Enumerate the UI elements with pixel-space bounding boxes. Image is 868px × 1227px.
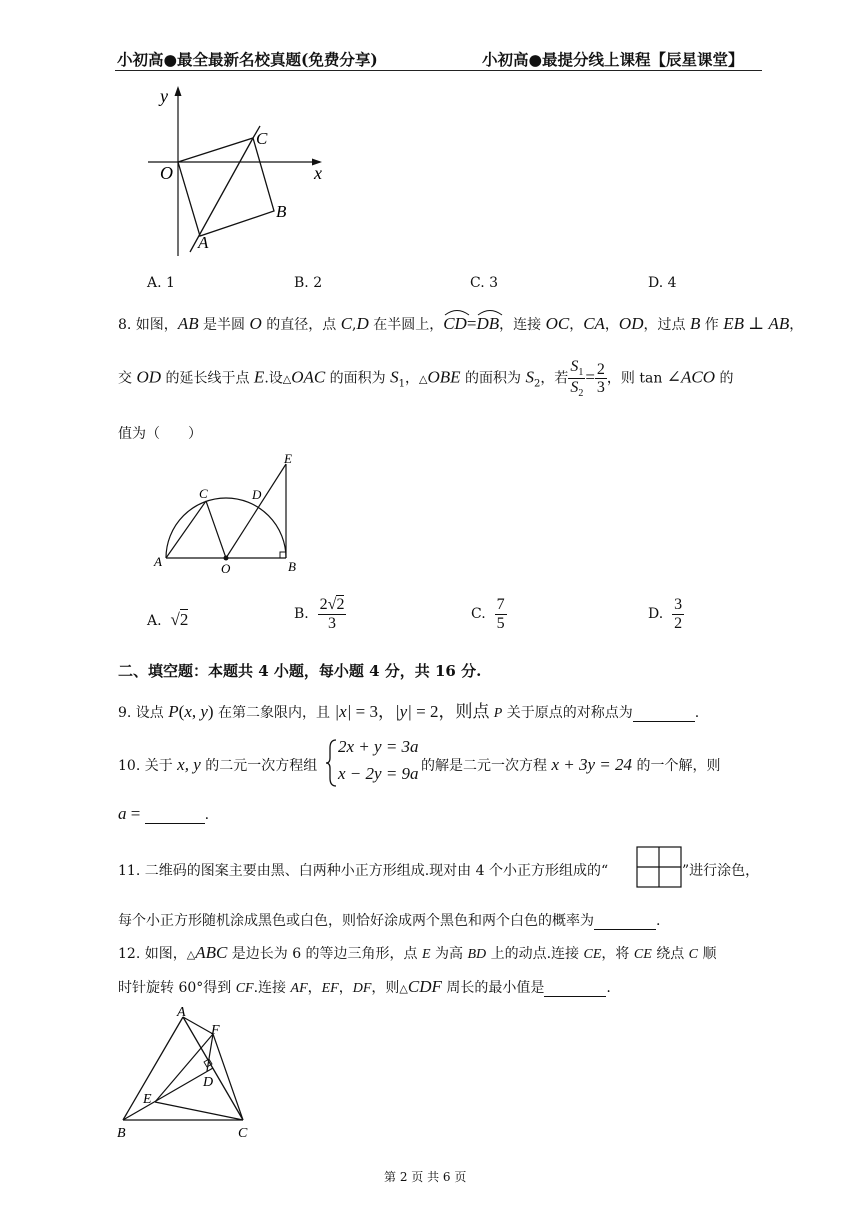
figure-q12-triangle bbox=[110, 1000, 260, 1145]
q8-option-a: A. √2 bbox=[147, 610, 189, 629]
q10-equation-1: 2x + y = 3a bbox=[338, 737, 419, 756]
label-e: E bbox=[284, 451, 292, 466]
q8-line1: 8. 如图，AB 是半圆 O 的直径，点 C,D 在半圆上， CD= DB，连接 OC，CA，OD，过点 B 作 EB ⊥ AB， bbox=[118, 314, 803, 334]
header-rule bbox=[115, 70, 762, 71]
q7-option-b: B. 2 bbox=[294, 275, 323, 291]
section-title: 二、填空题：本题共 4 小题，每小题 4 分，共 16 分. bbox=[118, 662, 482, 680]
q9-line: 9. 设点 P(x, y) 在第二象限内，且 |x| = 3，|y| = 2，则点 P 关于原点的对称点为 . bbox=[118, 702, 700, 721]
q8-option-d: D. $\frac{3}{2}$ bbox=[648, 596, 683, 632]
label-c: C bbox=[238, 1126, 248, 1141]
q12-line2: 时针旋转 60°得到 CF.连接 AF，EF，DF，则△CDF 周长的最小值是 . bbox=[118, 977, 611, 996]
label-y: y bbox=[160, 86, 168, 106]
q10-equation-2: x − 2y = 9a bbox=[338, 764, 419, 783]
page-footer: 第 2 页 共 6 页 bbox=[384, 1170, 467, 1184]
figure-q7-square bbox=[140, 80, 340, 260]
q11-line2: 每个小正方形随机涂成黑色或白色，则恰好涂成两个黑色和两个白色的概率为 . bbox=[118, 913, 661, 929]
fraction-2-3: $\frac{2}{3}$ bbox=[596, 360, 605, 397]
label-b: B bbox=[288, 559, 296, 574]
label-b: B bbox=[117, 1126, 126, 1141]
q7-option-a: A. 1 bbox=[147, 275, 175, 291]
q10-answer-blank[interactable] bbox=[145, 807, 205, 824]
q11-line1-b: ”进行涂色， bbox=[682, 863, 760, 879]
q8-option-c: C. $\frac{7}{5}$ bbox=[471, 596, 505, 632]
q8-option-b: B. $\frac{2√2}{3}$ bbox=[294, 596, 345, 632]
q11-answer-blank[interactable] bbox=[594, 913, 656, 930]
figure-q8-semicircle bbox=[148, 450, 308, 580]
label-a: A bbox=[177, 1005, 186, 1020]
label-f: F bbox=[211, 1023, 220, 1038]
label-d: D bbox=[252, 487, 262, 502]
q12-line1: 12. 如图，△ABC 是边长为 6 的等边三角形，点 E 为高 BD 上的动点.连接 CE，将 CE 绕点 C 顺 bbox=[118, 943, 717, 962]
label-d: D bbox=[203, 1075, 214, 1090]
label-b: B bbox=[276, 202, 287, 221]
q10-line1-tail: 的解是二元一次方程 x + 3y = 24 的一个解，则 bbox=[421, 755, 721, 774]
label-e: E bbox=[143, 1092, 152, 1107]
q8-line2: 交 OD 的延长线于点 E.设△OAC 的面积为 $S_1$，△OBE 的面积为 $S_2$，若 $\frac{S_1}{S_2}$ = $\frac{2}{3}$ ，则 tan ∠ACO 的 bbox=[118, 358, 734, 400]
q10-line1: 10. 关于 x, y 的二元一次方程组 bbox=[118, 755, 318, 774]
grid-2x2-icon bbox=[636, 846, 682, 888]
header-left: 小初高●最全最新名校真题(免费分享) bbox=[117, 50, 378, 69]
label-x: x bbox=[314, 163, 322, 183]
label-c: C bbox=[256, 129, 268, 148]
label-o: O bbox=[160, 163, 173, 183]
q7-option-d: D. 4 bbox=[648, 275, 677, 291]
label-a: A bbox=[154, 554, 162, 569]
q8-line3: 值为（ ） bbox=[118, 426, 202, 442]
q10-line2: a = . bbox=[118, 804, 210, 823]
header-right: 小初高●最提分线上课程【辰星课堂】 bbox=[482, 50, 744, 69]
q11-line1-a: 11. 二维码的图案主要由黑、白两种小正方形组成.现对由 4 个小正方形组成的“ bbox=[118, 863, 609, 879]
arc-cd: CD bbox=[443, 314, 467, 334]
fraction-s1-s2: $\frac{S_1}{S_2}$ bbox=[570, 358, 584, 400]
label-a: A bbox=[198, 233, 209, 252]
q12-answer-blank[interactable] bbox=[544, 980, 606, 997]
arc-db: DB bbox=[476, 314, 499, 334]
brace-icon bbox=[326, 738, 338, 788]
q7-option-c: C. 3 bbox=[470, 275, 499, 291]
q9-answer-blank[interactable] bbox=[633, 705, 695, 722]
label-c: C bbox=[199, 486, 208, 501]
label-o: O bbox=[221, 561, 231, 576]
